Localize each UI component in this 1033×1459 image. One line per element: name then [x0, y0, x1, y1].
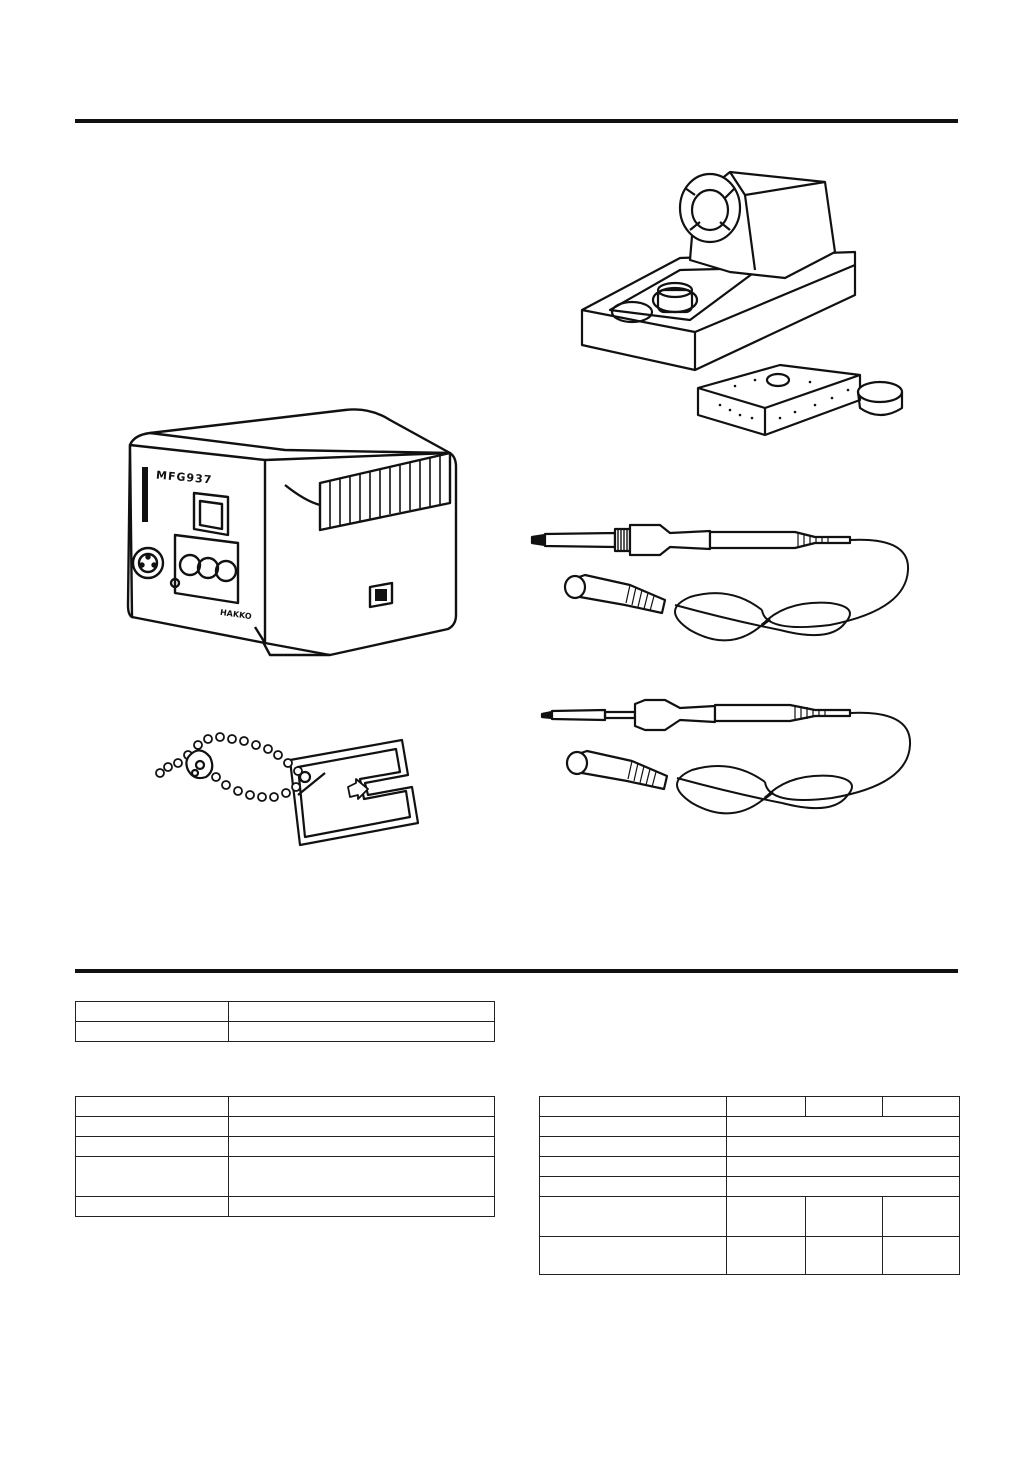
table-cell [229, 1137, 495, 1157]
table-cell [229, 1022, 495, 1042]
iron-socket [133, 548, 163, 578]
table-cell [76, 1022, 229, 1042]
table-cell [76, 1117, 229, 1137]
table-cell [76, 1137, 229, 1157]
iron-holder-illustration [570, 160, 910, 440]
iron-1-cable-coil [675, 593, 850, 640]
iron-2-cable-coil [677, 766, 852, 813]
table-cell [540, 1137, 727, 1157]
table-cell [229, 1097, 495, 1117]
table-cell [229, 1002, 495, 1022]
table-cell [727, 1097, 806, 1117]
table-cell [883, 1197, 960, 1237]
table-cell [76, 1197, 229, 1217]
table-cell [229, 1117, 495, 1137]
spec-table-b [75, 1096, 495, 1217]
table-cell [727, 1117, 960, 1137]
cleaning-sponge [698, 365, 860, 435]
security-plate-illustration [150, 725, 420, 855]
table-cell [540, 1237, 727, 1275]
table-cell [229, 1197, 495, 1217]
table-cell [727, 1237, 806, 1275]
table-cell [727, 1157, 960, 1177]
iron-1-grip [630, 525, 710, 555]
table-cell [229, 1157, 495, 1197]
table-cell [727, 1177, 960, 1197]
table-cell [76, 1157, 229, 1197]
table-cell [76, 1097, 229, 1117]
top-section-rule [75, 119, 958, 123]
tip-cleaner [858, 382, 902, 402]
table-cell [540, 1177, 727, 1197]
spec-table-a [75, 1001, 495, 1042]
spec-table-c [539, 1096, 960, 1275]
table-cell [727, 1197, 806, 1237]
table-cell [727, 1137, 960, 1157]
table-cell [806, 1197, 883, 1237]
station-model-label: MFG937 [155, 468, 213, 487]
soldering-iron-2-illustration [540, 690, 920, 840]
table-cell [883, 1097, 960, 1117]
soldering-iron-1-illustration [530, 515, 920, 665]
table-cell [540, 1117, 727, 1137]
table-cell [806, 1097, 883, 1117]
station-unit-illustration [120, 405, 470, 665]
table-cell [540, 1197, 727, 1237]
table-cell [806, 1237, 883, 1275]
table-cell [540, 1097, 727, 1117]
table-cell [883, 1237, 960, 1275]
table-cell [76, 1002, 229, 1022]
station-brand-label: HAKKO [219, 607, 253, 622]
specifications-section-rule [75, 969, 958, 973]
iron-2-grip [715, 705, 850, 721]
table-cell [540, 1157, 727, 1177]
